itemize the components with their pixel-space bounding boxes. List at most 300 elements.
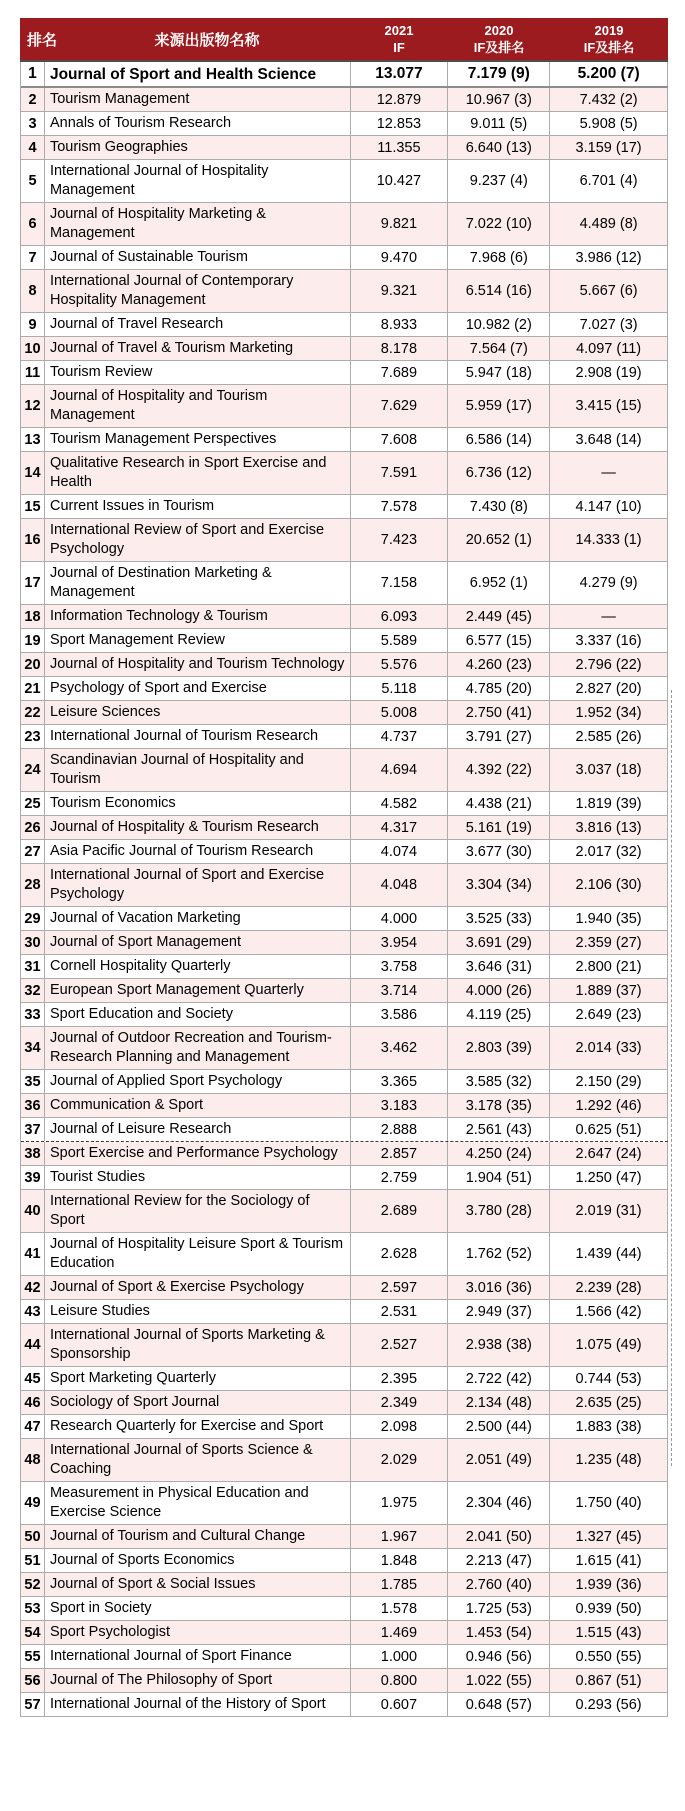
if-2019-cell: 1.292 (46) xyxy=(550,1094,668,1117)
if-2021-cell: 3.365 xyxy=(351,1070,449,1093)
if-2019-cell: 1.075 (49) xyxy=(550,1324,668,1366)
if-2021-cell: 9.470 xyxy=(351,246,449,269)
journal-name-cell: International Journal of Sports Marketing & Sponsorship xyxy=(45,1324,351,1366)
table-row xyxy=(21,605,668,629)
if-2020-cell: 4.119 (25) xyxy=(448,1003,550,1026)
if-2019-cell: 2.150 (29) xyxy=(550,1070,668,1093)
table-row xyxy=(21,495,668,519)
if-2021-cell: 2.597 xyxy=(351,1276,449,1299)
journal-name-cell: Journal of Sport & Social Issues xyxy=(45,1573,351,1596)
if-2020-cell: 4.438 (21) xyxy=(448,792,550,815)
if-2019-cell: 2.908 (19) xyxy=(550,361,668,384)
if-2021-cell: 7.591 xyxy=(351,452,449,494)
if-2020-cell: 3.585 (32) xyxy=(448,1070,550,1093)
if-2020-cell: 5.959 (17) xyxy=(448,385,550,427)
if-2019-cell: 3.159 (17) xyxy=(550,136,668,159)
if-2020-cell: 2.750 (41) xyxy=(448,701,550,724)
table-row xyxy=(21,562,668,605)
rank-cell: 21 xyxy=(21,677,45,700)
header-2021-sub: IF xyxy=(393,39,405,55)
if-2020-cell: 7.968 (6) xyxy=(448,246,550,269)
table-row xyxy=(21,907,668,931)
if-2019-cell: 2.585 (26) xyxy=(550,725,668,748)
if-2021-cell: 2.098 xyxy=(351,1415,449,1438)
header-2020-year: 2020 xyxy=(484,22,514,38)
if-2019-cell: 2.017 (32) xyxy=(550,840,668,863)
if-2020-cell: 4.250 (24) xyxy=(448,1142,550,1165)
header-2021-year: 2021 xyxy=(384,22,414,38)
table-row xyxy=(21,931,668,955)
rank-cell: 38 xyxy=(21,1142,45,1165)
journal-name-cell: Communication & Sport xyxy=(45,1094,351,1117)
if-2021-cell: 3.462 xyxy=(351,1027,449,1069)
if-2019-cell: 0.939 (50) xyxy=(550,1597,668,1620)
table-row xyxy=(21,653,668,677)
rank-cell: 42 xyxy=(21,1276,45,1299)
if-2020-cell: 3.691 (29) xyxy=(448,931,550,954)
if-2021-cell: 12.853 xyxy=(351,112,449,135)
table-row xyxy=(21,337,668,361)
journal-name-cell: International Journal of the History of Sport xyxy=(45,1693,351,1716)
table-row xyxy=(21,749,668,792)
if-2019-cell: 2.019 (31) xyxy=(550,1190,668,1232)
rank-cell: 12 xyxy=(21,385,45,427)
if-2021-cell: 10.427 xyxy=(351,160,449,202)
if-2020-cell: 3.016 (36) xyxy=(448,1276,550,1299)
if-2019-cell: — xyxy=(550,452,668,494)
table-row xyxy=(21,1573,668,1597)
if-2019-cell: — xyxy=(550,605,668,628)
if-2019-cell: 2.647 (24) xyxy=(550,1142,668,1165)
journal-name-cell: International Review for the Sociology of Sport xyxy=(45,1190,351,1232)
rank-cell: 19 xyxy=(21,629,45,652)
if-2021-cell: 5.118 xyxy=(351,677,449,700)
rank-cell: 52 xyxy=(21,1573,45,1596)
rank-cell: 53 xyxy=(21,1597,45,1620)
if-2021-cell: 11.355 xyxy=(351,136,449,159)
if-2021-cell: 7.629 xyxy=(351,385,449,427)
journal-name-cell: Journal of Sustainable Tourism xyxy=(45,246,351,269)
table-row xyxy=(21,160,668,203)
journal-name-cell: Qualitative Research in Sport Exercise and Health xyxy=(45,452,351,494)
rank-cell: 56 xyxy=(21,1669,45,1692)
journal-name-cell: Sociology of Sport Journal xyxy=(45,1391,351,1414)
if-2021-cell: 2.689 xyxy=(351,1190,449,1232)
if-2019-cell: 2.827 (20) xyxy=(550,677,668,700)
if-2019-cell: 4.489 (8) xyxy=(550,203,668,245)
if-2020-cell: 2.938 (38) xyxy=(448,1324,550,1366)
journal-name-cell: Journal of Sport Management xyxy=(45,931,351,954)
rank-cell: 20 xyxy=(21,653,45,676)
if-2021-cell: 9.821 xyxy=(351,203,449,245)
rank-cell: 41 xyxy=(21,1233,45,1275)
if-2020-cell: 6.640 (13) xyxy=(448,136,550,159)
journal-name-cell: Journal of Outdoor Recreation and Tourism-Research Planning and Management xyxy=(45,1027,351,1069)
table-row xyxy=(21,1549,668,1573)
journal-name-cell: Journal of Hospitality Marketing & Management xyxy=(45,203,351,245)
if-2021-cell: 8.178 xyxy=(351,337,449,360)
if-2021-cell: 7.689 xyxy=(351,361,449,384)
header-rank-label: 排名 xyxy=(26,31,57,49)
rank-cell: 28 xyxy=(21,864,45,906)
if-2021-cell: 4.317 xyxy=(351,816,449,839)
if-2021-cell: 3.714 xyxy=(351,979,449,1002)
if-2020-cell: 6.952 (1) xyxy=(448,562,550,604)
table-row xyxy=(21,1669,668,1693)
journal-name-cell: Journal of Hospitality Leisure Sport & Tourism Education xyxy=(45,1233,351,1275)
if-2020-cell: 0.648 (57) xyxy=(448,1693,550,1716)
if-2019-cell: 7.432 (2) xyxy=(550,88,668,111)
table-row xyxy=(21,1621,668,1645)
if-2019-cell: 2.239 (28) xyxy=(550,1276,668,1299)
if-2020-cell: 9.237 (4) xyxy=(448,160,550,202)
table-row xyxy=(21,1118,668,1142)
rank-cell: 14 xyxy=(21,452,45,494)
if-2020-cell: 2.722 (42) xyxy=(448,1367,550,1390)
journal-name-cell: Journal of Hospitality and Tourism Management xyxy=(45,385,351,427)
header-rank xyxy=(20,18,64,60)
rank-cell: 2 xyxy=(21,88,45,111)
if-2021-cell: 3.586 xyxy=(351,1003,449,1026)
if-2020-cell: 1.904 (51) xyxy=(448,1166,550,1189)
rank-cell: 51 xyxy=(21,1549,45,1572)
if-2020-cell: 7.430 (8) xyxy=(448,495,550,518)
journal-name-cell: Leisure Sciences xyxy=(45,701,351,724)
if-2021-cell: 9.321 xyxy=(351,270,449,312)
rank-cell: 34 xyxy=(21,1027,45,1069)
rank-cell: 15 xyxy=(21,495,45,518)
if-2019-cell: 4.147 (10) xyxy=(550,495,668,518)
table-row xyxy=(21,1070,668,1094)
if-2019-cell: 3.037 (18) xyxy=(550,749,668,791)
if-2020-cell: 2.561 (43) xyxy=(448,1118,550,1141)
if-2021-cell: 1.578 xyxy=(351,1597,449,1620)
table-row xyxy=(21,1439,668,1482)
journal-name-cell: Journal of Travel Research xyxy=(45,313,351,336)
rank-cell: 29 xyxy=(21,907,45,930)
table-row xyxy=(21,428,668,452)
table-row xyxy=(21,840,668,864)
if-2020-cell: 0.946 (56) xyxy=(448,1645,550,1668)
if-2021-cell: 4.737 xyxy=(351,725,449,748)
if-2020-cell: 1.725 (53) xyxy=(448,1597,550,1620)
table-header xyxy=(20,18,668,62)
if-2021-cell: 5.008 xyxy=(351,701,449,724)
if-2021-cell: 13.077 xyxy=(351,62,449,86)
if-2020-cell: 2.803 (39) xyxy=(448,1027,550,1069)
rank-cell: 11 xyxy=(21,361,45,384)
rank-cell: 31 xyxy=(21,955,45,978)
if-2021-cell: 1.848 xyxy=(351,1549,449,1572)
if-2019-cell: 2.796 (22) xyxy=(550,653,668,676)
header-journal-name xyxy=(64,18,350,60)
journal-name-cell: Information Technology & Tourism xyxy=(45,605,351,628)
if-2019-cell: 4.279 (9) xyxy=(550,562,668,604)
if-2021-cell: 4.074 xyxy=(351,840,449,863)
rank-cell: 39 xyxy=(21,1166,45,1189)
rank-cell: 44 xyxy=(21,1324,45,1366)
journal-name-cell: Journal of Hospitality and Tourism Technology xyxy=(45,653,351,676)
if-2021-cell: 2.349 xyxy=(351,1391,449,1414)
if-2021-cell: 4.000 xyxy=(351,907,449,930)
journal-name-cell: Tourism Economics xyxy=(45,792,351,815)
rank-cell: 55 xyxy=(21,1645,45,1668)
journal-name-cell: Measurement in Physical Education and Exercise Science xyxy=(45,1482,351,1524)
journal-name-cell: Psychology of Sport and Exercise xyxy=(45,677,351,700)
rank-cell: 54 xyxy=(21,1621,45,1644)
journal-name-cell: Annals of Tourism Research xyxy=(45,112,351,135)
table-row xyxy=(21,1482,668,1525)
if-2020-cell: 4.260 (23) xyxy=(448,653,550,676)
table-row xyxy=(21,1142,668,1166)
if-2019-cell: 1.883 (38) xyxy=(550,1415,668,1438)
if-2020-cell: 7.022 (10) xyxy=(448,203,550,245)
if-2020-cell: 1.762 (52) xyxy=(448,1233,550,1275)
table-row xyxy=(21,1300,668,1324)
if-2021-cell: 7.158 xyxy=(351,562,449,604)
rank-cell: 30 xyxy=(21,931,45,954)
if-2020-cell: 2.500 (44) xyxy=(448,1415,550,1438)
if-2019-cell: 4.097 (11) xyxy=(550,337,668,360)
rank-cell: 32 xyxy=(21,979,45,1002)
if-2021-cell: 7.578 xyxy=(351,495,449,518)
if-2019-cell: 1.615 (41) xyxy=(550,1549,668,1572)
if-2021-cell: 2.029 xyxy=(351,1439,449,1481)
journal-name-cell: International Journal of Hospitality Management xyxy=(45,160,351,202)
journal-name-cell: Sport Marketing Quarterly xyxy=(45,1367,351,1390)
if-2019-cell: 2.014 (33) xyxy=(550,1027,668,1069)
rank-cell: 3 xyxy=(21,112,45,135)
journal-name-cell: European Sport Management Quarterly xyxy=(45,979,351,1002)
if-2019-cell: 1.819 (39) xyxy=(550,792,668,815)
if-2020-cell: 3.525 (33) xyxy=(448,907,550,930)
header-if-2021 xyxy=(350,18,448,60)
if-2019-cell: 6.701 (4) xyxy=(550,160,668,202)
journal-name-cell: Tourism Management Perspectives xyxy=(45,428,351,451)
if-2021-cell: 1.785 xyxy=(351,1573,449,1596)
table-row xyxy=(21,864,668,907)
table-row xyxy=(21,1391,668,1415)
table-row xyxy=(21,1415,668,1439)
if-2020-cell: 10.967 (3) xyxy=(448,88,550,111)
if-2021-cell: 5.589 xyxy=(351,629,449,652)
if-2019-cell: 1.750 (40) xyxy=(550,1482,668,1524)
if-2020-cell: 2.449 (45) xyxy=(448,605,550,628)
if-2019-cell: 2.649 (23) xyxy=(550,1003,668,1026)
header-2020-sub: IF及排名 xyxy=(473,39,525,55)
journal-name-cell: Sport Education and Society xyxy=(45,1003,351,1026)
table-row xyxy=(21,1094,668,1118)
journal-name-cell: Tourism Geographies xyxy=(45,136,351,159)
if-2020-cell: 10.982 (2) xyxy=(448,313,550,336)
table-row xyxy=(21,1233,668,1276)
if-2021-cell: 7.423 xyxy=(351,519,449,561)
if-2021-cell: 0.607 xyxy=(351,1693,449,1716)
if-2019-cell: 0.550 (55) xyxy=(550,1645,668,1668)
if-2019-cell: 5.200 (7) xyxy=(550,62,668,86)
if-2021-cell: 4.048 xyxy=(351,864,449,906)
rank-cell: 16 xyxy=(21,519,45,561)
rank-cell: 35 xyxy=(21,1070,45,1093)
table-row xyxy=(21,452,668,495)
if-2020-cell: 6.514 (16) xyxy=(448,270,550,312)
journal-name-cell: Journal of The Philosophy of Sport xyxy=(45,1669,351,1692)
table-row xyxy=(21,1003,668,1027)
if-2019-cell: 2.635 (25) xyxy=(550,1391,668,1414)
if-2020-cell: 2.760 (40) xyxy=(448,1573,550,1596)
journal-name-cell: International Review of Sport and Exercise Psychology xyxy=(45,519,351,561)
if-2021-cell: 6.093 xyxy=(351,605,449,628)
if-2019-cell: 1.327 (45) xyxy=(550,1525,668,1548)
table-row xyxy=(21,203,668,246)
table-row xyxy=(21,677,668,701)
rank-cell: 26 xyxy=(21,816,45,839)
if-2021-cell: 1.967 xyxy=(351,1525,449,1548)
if-2020-cell: 2.051 (49) xyxy=(448,1439,550,1481)
table-row xyxy=(21,792,668,816)
if-2021-cell: 2.527 xyxy=(351,1324,449,1366)
rank-cell: 9 xyxy=(21,313,45,336)
if-2019-cell: 0.744 (53) xyxy=(550,1367,668,1390)
if-2021-cell: 2.888 xyxy=(351,1118,449,1141)
journal-name-cell: Tourism Management xyxy=(45,88,351,111)
journal-name-cell: Cornell Hospitality Quarterly xyxy=(45,955,351,978)
journal-name-cell: International Journal of Contemporary Hospitality Management xyxy=(45,270,351,312)
rank-cell: 47 xyxy=(21,1415,45,1438)
journal-name-cell: Sport Management Review xyxy=(45,629,351,652)
journal-name-cell: Journal of Sport & Exercise Psychology xyxy=(45,1276,351,1299)
if-2020-cell: 2.134 (48) xyxy=(448,1391,550,1414)
rank-cell: 45 xyxy=(21,1367,45,1390)
if-2021-cell: 0.800 xyxy=(351,1669,449,1692)
table-row xyxy=(21,979,668,1003)
table-row xyxy=(21,816,668,840)
rank-cell: 23 xyxy=(21,725,45,748)
rank-cell: 4 xyxy=(21,136,45,159)
if-2020-cell: 7.564 (7) xyxy=(448,337,550,360)
if-2020-cell: 4.392 (22) xyxy=(448,749,550,791)
if-2019-cell: 5.908 (5) xyxy=(550,112,668,135)
if-2020-cell: 3.178 (35) xyxy=(448,1094,550,1117)
if-2019-cell: 7.027 (3) xyxy=(550,313,668,336)
rank-cell: 1 xyxy=(21,62,45,86)
rank-cell: 40 xyxy=(21,1190,45,1232)
journal-name-cell: Journal of Applied Sport Psychology xyxy=(45,1070,351,1093)
table-row xyxy=(21,136,668,160)
if-2019-cell: 1.250 (47) xyxy=(550,1166,668,1189)
table-row xyxy=(21,385,668,428)
rank-cell: 27 xyxy=(21,840,45,863)
table-row xyxy=(21,313,668,337)
if-2021-cell: 2.395 xyxy=(351,1367,449,1390)
rank-cell: 43 xyxy=(21,1300,45,1323)
header-2019-sub: IF及排名 xyxy=(583,39,635,55)
if-2021-cell: 3.183 xyxy=(351,1094,449,1117)
rank-cell: 37 xyxy=(21,1118,45,1141)
header-if-2020 xyxy=(448,18,550,60)
if-2020-cell: 5.161 (19) xyxy=(448,816,550,839)
if-2020-cell: 4.000 (26) xyxy=(448,979,550,1002)
table-row xyxy=(21,1525,668,1549)
table-row xyxy=(21,88,668,112)
if-2019-cell: 2.800 (21) xyxy=(550,955,668,978)
journal-name-cell: Journal of Sport and Health Science xyxy=(45,62,351,86)
rank-cell: 25 xyxy=(21,792,45,815)
if-2019-cell: 0.867 (51) xyxy=(550,1669,668,1692)
rank-cell: 18 xyxy=(21,605,45,628)
if-2019-cell: 1.939 (36) xyxy=(550,1573,668,1596)
if-2019-cell: 2.106 (30) xyxy=(550,864,668,906)
header-2019-year: 2019 xyxy=(594,22,624,38)
journal-name-cell: Journal of Tourism and Cultural Change xyxy=(45,1525,351,1548)
rank-cell: 36 xyxy=(21,1094,45,1117)
journal-name-cell: Journal of Sports Economics xyxy=(45,1549,351,1572)
if-2020-cell: 2.304 (46) xyxy=(448,1482,550,1524)
table-row xyxy=(21,1597,668,1621)
table-row xyxy=(21,1276,668,1300)
if-2021-cell: 2.759 xyxy=(351,1166,449,1189)
journal-name-cell: Sport Exercise and Performance Psychology xyxy=(45,1142,351,1165)
journal-name-cell: Asia Pacific Journal of Tourism Research xyxy=(45,840,351,863)
journal-name-cell: Tourism Review xyxy=(45,361,351,384)
journal-name-cell: International Journal of Sports Science & Coaching xyxy=(45,1439,351,1481)
if-2020-cell: 1.453 (54) xyxy=(448,1621,550,1644)
if-2020-cell: 1.022 (55) xyxy=(448,1669,550,1692)
if-2021-cell: 3.758 xyxy=(351,955,449,978)
if-2019-cell: 1.235 (48) xyxy=(550,1439,668,1481)
journal-name-cell: Sport Psychologist xyxy=(45,1621,351,1644)
journal-name-cell: Journal of Destination Marketing & Management xyxy=(45,562,351,604)
if-2019-cell: 1.952 (34) xyxy=(550,701,668,724)
rank-cell: 8 xyxy=(21,270,45,312)
if-2019-cell: 3.415 (15) xyxy=(550,385,668,427)
rank-cell: 46 xyxy=(21,1391,45,1414)
if-2019-cell: 3.337 (16) xyxy=(550,629,668,652)
journal-name-cell: Research Quarterly for Exercise and Sport xyxy=(45,1415,351,1438)
if-2021-cell: 2.531 xyxy=(351,1300,449,1323)
journal-name-cell: Tourist Studies xyxy=(45,1166,351,1189)
if-2019-cell: 0.625 (51) xyxy=(550,1118,668,1141)
if-2020-cell: 6.586 (14) xyxy=(448,428,550,451)
rank-cell: 48 xyxy=(21,1439,45,1481)
table-row xyxy=(21,519,668,562)
if-2020-cell: 20.652 (1) xyxy=(448,519,550,561)
if-2021-cell: 1.975 xyxy=(351,1482,449,1524)
if-2019-cell: 14.333 (1) xyxy=(550,519,668,561)
if-2019-cell: 3.648 (14) xyxy=(550,428,668,451)
rank-cell: 49 xyxy=(21,1482,45,1524)
if-2021-cell: 2.857 xyxy=(351,1142,449,1165)
if-2020-cell: 2.949 (37) xyxy=(448,1300,550,1323)
journal-name-cell: International Journal of Sport Finance xyxy=(45,1645,351,1668)
if-2021-cell: 7.608 xyxy=(351,428,449,451)
if-2021-cell: 1.000 xyxy=(351,1645,449,1668)
rank-cell: 10 xyxy=(21,337,45,360)
if-2020-cell: 3.780 (28) xyxy=(448,1190,550,1232)
table-row xyxy=(21,62,668,88)
if-2020-cell: 2.041 (50) xyxy=(448,1525,550,1548)
if-2019-cell: 1.889 (37) xyxy=(550,979,668,1002)
if-2020-cell: 3.791 (27) xyxy=(448,725,550,748)
if-2020-cell: 6.736 (12) xyxy=(448,452,550,494)
if-2019-cell: 3.816 (13) xyxy=(550,816,668,839)
journal-name-cell: Journal of Travel & Tourism Marketing xyxy=(45,337,351,360)
table-row xyxy=(21,1166,668,1190)
page-break-vertical-dashed xyxy=(671,690,672,1466)
journal-name-cell: Sport in Society xyxy=(45,1597,351,1620)
table-body xyxy=(20,62,668,1717)
if-2021-cell: 12.879 xyxy=(351,88,449,111)
